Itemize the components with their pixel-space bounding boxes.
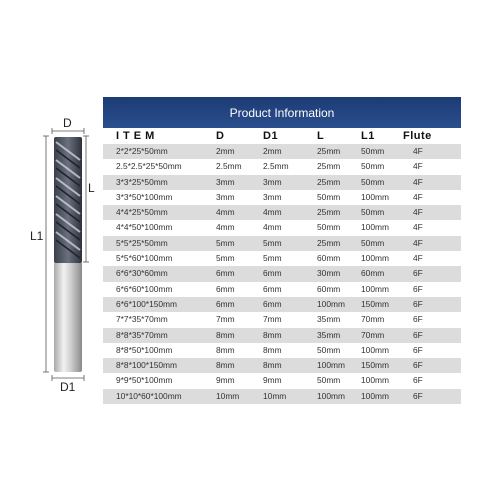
table-header-row [103, 129, 461, 144]
cell-d: 2mm [216, 146, 235, 156]
table-row [103, 175, 461, 190]
cell-l: 60mm [317, 283, 341, 294]
cell-item: 8*8*50*100mm [116, 344, 173, 355]
cell-item: 4*4*25*50mm [116, 207, 168, 218]
table-row [103, 236, 461, 251]
label-d1: D1 [60, 380, 76, 394]
cell-l1: 50mm [361, 161, 385, 172]
cell-item: 10*10*60*100mm [116, 390, 182, 401]
cell-l1: 70mm [361, 314, 385, 325]
cell-d1: 4mm [263, 222, 282, 233]
cell-l: 100mm [317, 390, 345, 401]
table-row [103, 220, 461, 235]
cell-flute: 6F [413, 314, 423, 325]
cell-l1: 100mm [361, 344, 389, 355]
cell-d1: 5mm [263, 253, 282, 264]
cell-item: 2*2*25*50mm [116, 146, 168, 156]
table-row [103, 328, 461, 343]
cell-item: 3*3*25*50mm [116, 176, 168, 187]
cell-item: 5*5*60*100mm [116, 253, 173, 264]
cell-l1: 50mm [361, 176, 385, 187]
cell-d: 5mm [216, 237, 235, 248]
cell-d: 2.5mm [216, 161, 242, 172]
cell-flute: 4F [413, 222, 423, 233]
cell-l: 30mm [317, 268, 341, 279]
cell-d: 8mm [216, 329, 235, 340]
cell-d1: 9mm [263, 375, 282, 386]
cell-d: 6mm [216, 268, 235, 279]
table-row [103, 266, 461, 281]
cell-d1: 3mm [263, 191, 282, 202]
cell-flute: 4F [413, 207, 423, 218]
cell-d: 8mm [216, 344, 235, 355]
cell-l: 50mm [317, 191, 341, 202]
cell-flute: 6F [413, 298, 423, 309]
cell-l1: 60mm [361, 268, 385, 279]
cell-d1: 2mm [263, 146, 282, 156]
cell-flute: 4F [413, 237, 423, 248]
cell-l: 25mm [317, 207, 341, 218]
table-row [103, 251, 461, 266]
cell-item: 6*6*60*100mm [116, 283, 173, 294]
cell-d: 3mm [216, 176, 235, 187]
cell-d1: 7mm [263, 314, 282, 325]
cell-item: 3*3*50*100mm [116, 191, 173, 202]
col-head-l1: L1 [361, 130, 375, 142]
cell-l1: 100mm [361, 375, 389, 386]
cell-d: 4mm [216, 222, 235, 233]
cell-d: 7mm [216, 314, 235, 325]
col-head-l: L [317, 130, 325, 142]
cell-item: 8*8*35*70mm [116, 329, 168, 340]
table-row [103, 343, 461, 358]
cell-item: 5*5*25*50mm [116, 237, 168, 248]
cell-l: 50mm [317, 344, 341, 355]
tool-shank [54, 262, 82, 372]
cell-l: 100mm [317, 298, 345, 309]
cell-l: 35mm [317, 329, 341, 340]
cell-item: 6*6*30*60mm [116, 268, 168, 279]
product-info-table [103, 97, 461, 401]
table-row [103, 358, 461, 373]
cell-flute: 4F [413, 161, 423, 172]
cell-d: 6mm [216, 283, 235, 294]
cell-d1: 3mm [263, 176, 282, 187]
cell-d1: 2.5mm [263, 161, 289, 172]
cell-flute: 4F [413, 253, 423, 264]
label-l1: L1 [30, 229, 44, 243]
cell-flute: 6F [413, 344, 423, 355]
col-head-flute: Flute [403, 130, 432, 142]
cell-d: 6mm [216, 298, 235, 309]
cell-d: 5mm [216, 253, 235, 264]
table-row [103, 297, 461, 312]
cell-l1: 100mm [361, 191, 389, 202]
cell-l1: 100mm [361, 390, 389, 401]
cell-l1: 50mm [361, 207, 385, 218]
end-mill-illustration [0, 0, 100, 488]
cell-d: 10mm [216, 390, 240, 401]
cell-d: 9mm [216, 375, 235, 386]
cell-d: 4mm [216, 207, 235, 218]
table-row [103, 144, 461, 159]
cell-d: 3mm [216, 191, 235, 202]
cell-l1: 100mm [361, 283, 389, 294]
table-row [103, 282, 461, 297]
cell-l: 50mm [317, 222, 341, 233]
cell-d1: 8mm [263, 360, 282, 371]
cell-l: 25mm [317, 237, 341, 248]
cell-d1: 8mm [263, 344, 282, 355]
cell-flute: 4F [413, 176, 423, 187]
cell-l1: 50mm [361, 146, 385, 156]
cell-l1: 50mm [361, 237, 385, 248]
table-title: Product Information [103, 97, 461, 128]
cell-item: 8*8*100*150mm [116, 360, 177, 371]
col-head-d: D [216, 130, 225, 142]
cell-l1: 100mm [361, 253, 389, 264]
cell-d1: 6mm [263, 268, 282, 279]
cell-flute: 4F [413, 191, 423, 202]
cell-item: 7*7*35*70mm [116, 314, 168, 325]
table-row [103, 389, 461, 404]
cell-flute: 4F [413, 146, 423, 156]
table-row [103, 373, 461, 388]
label-d: D [63, 116, 72, 130]
table-body [103, 144, 461, 404]
label-l: L [88, 181, 95, 195]
cell-flute: 6F [413, 360, 423, 371]
cell-flute: 6F [413, 268, 423, 279]
table-row [103, 190, 461, 205]
cell-item: 9*9*50*100mm [116, 375, 173, 386]
cell-flute: 6F [413, 283, 423, 294]
cell-l: 50mm [317, 375, 341, 386]
cell-d1: 10mm [263, 390, 287, 401]
col-head-item: ITEM [116, 130, 159, 142]
cell-l1: 150mm [361, 298, 389, 309]
cell-flute: 6F [413, 329, 423, 340]
cell-l: 25mm [317, 176, 341, 187]
cell-d1: 4mm [263, 207, 282, 218]
table-row [103, 159, 461, 174]
cell-item: 6*6*100*150mm [116, 298, 177, 309]
cell-l: 25mm [317, 161, 341, 172]
cell-item: 2.5*2.5*25*50mm [116, 161, 182, 172]
cell-l: 35mm [317, 314, 341, 325]
cell-d1: 8mm [263, 329, 282, 340]
cell-l: 60mm [317, 253, 341, 264]
cell-l1: 70mm [361, 329, 385, 340]
col-head-d1: D1 [263, 130, 279, 142]
cell-d1: 6mm [263, 283, 282, 294]
table-row [103, 312, 461, 327]
cell-d: 8mm [216, 360, 235, 371]
cell-d1: 5mm [263, 237, 282, 248]
cell-flute: 6F [413, 375, 423, 386]
cell-d1: 6mm [263, 298, 282, 309]
cell-flute: 6F [413, 390, 423, 401]
cell-l1: 100mm [361, 222, 389, 233]
cell-l: 25mm [317, 146, 341, 156]
cell-l1: 150mm [361, 360, 389, 371]
cell-l: 100mm [317, 360, 345, 371]
tool-flutes [54, 137, 82, 263]
cell-item: 4*4*50*100mm [116, 222, 173, 233]
table-row [103, 205, 461, 220]
